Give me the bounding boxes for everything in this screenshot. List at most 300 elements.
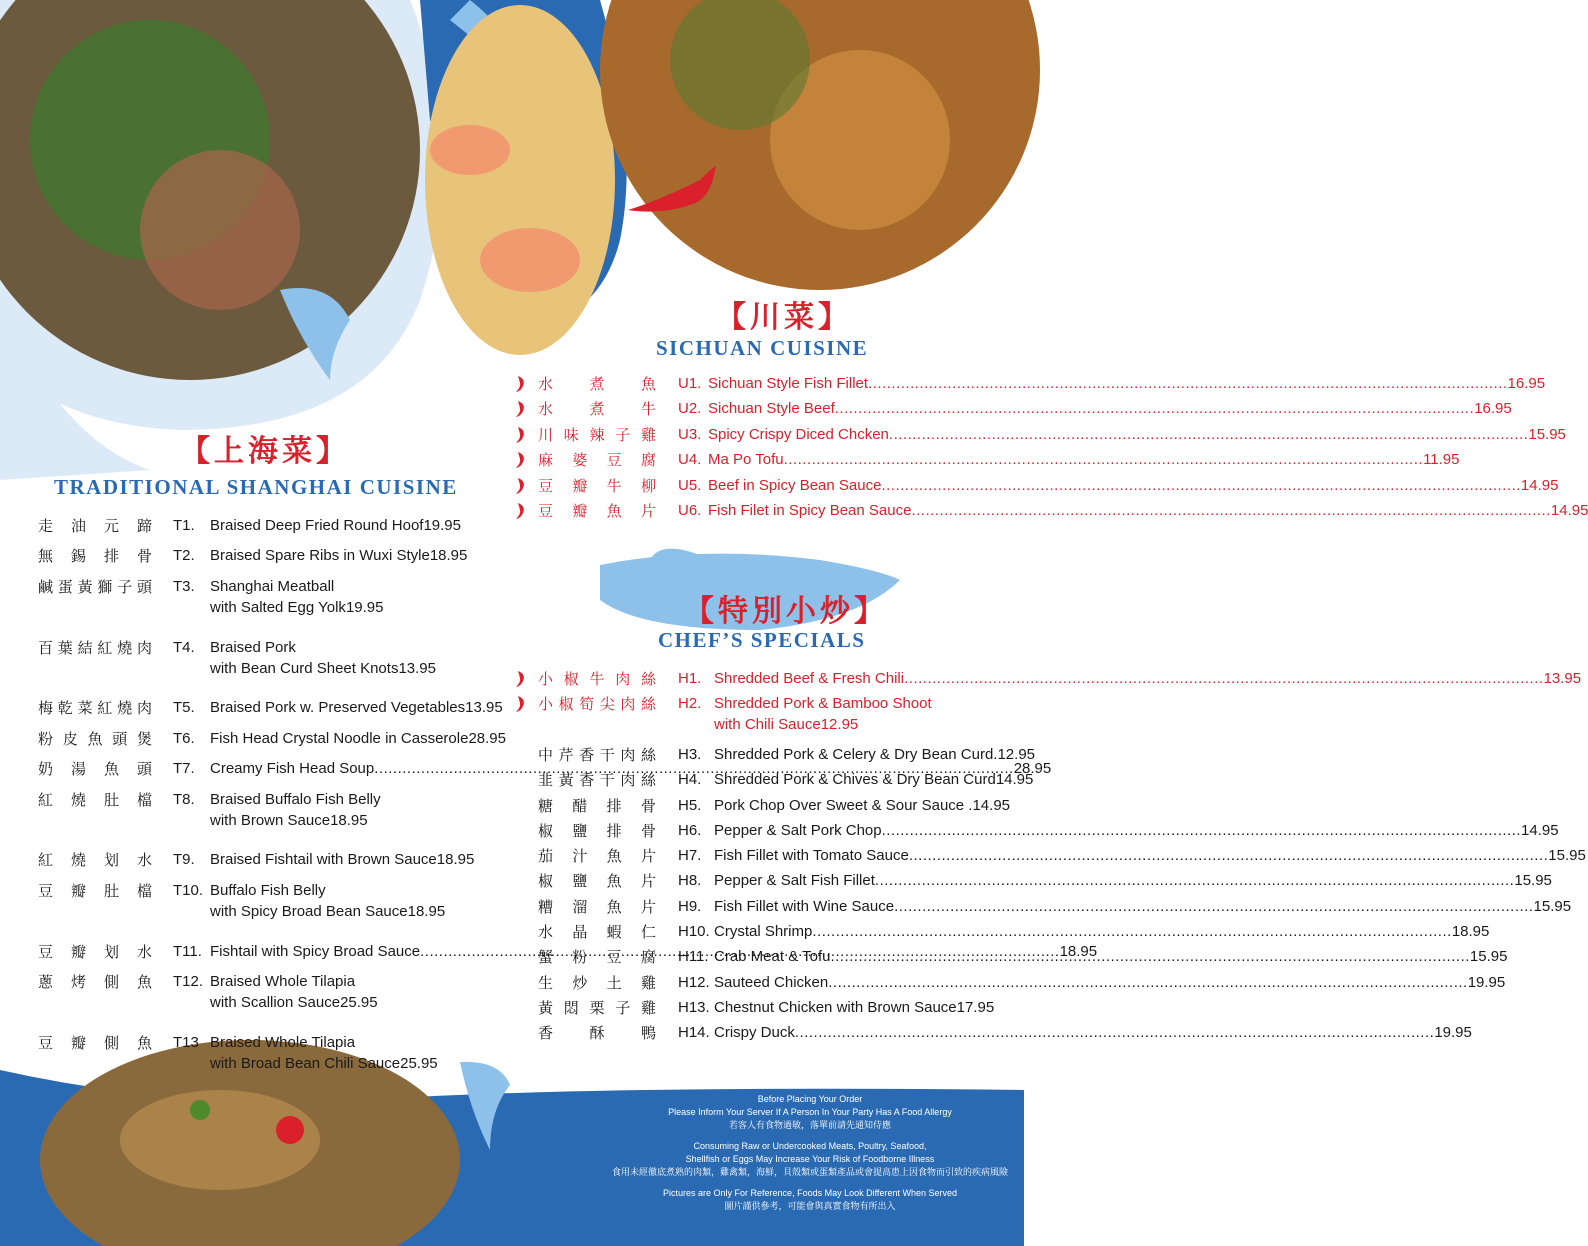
dish-english-name: Braised Whole Tilapia <box>210 973 356 990</box>
chinese-char: 魚 <box>103 760 119 779</box>
dish-price: 13.95 <box>465 699 503 717</box>
dish-code: H7. <box>678 847 702 865</box>
chinese-char: 牛 <box>640 400 656 419</box>
dish-price: 28.95 <box>468 729 506 747</box>
chinese-char: 肉 <box>620 771 636 790</box>
dish-price: 16.95 <box>1474 400 1512 418</box>
chili-pepper-icon <box>514 477 528 495</box>
chinese-char: 豆 <box>538 502 554 520</box>
specials-item <box>538 669 1582 689</box>
dish-code: H10. <box>678 923 710 940</box>
chinese-char: 仁 <box>640 923 656 941</box>
chinese-char: 辣 <box>589 425 605 444</box>
chinese-char: 黃 <box>77 577 93 596</box>
dish-chinese-name <box>538 973 656 993</box>
dish-price: 13.95 <box>398 659 436 677</box>
chinese-char: 粉 <box>572 948 588 967</box>
dish-english-name: Fish Fillet with Tomato Sauce <box>714 847 909 865</box>
footer-notice <box>560 1093 1060 1213</box>
chinese-char: 韭 <box>538 771 554 790</box>
shanghai-item <box>38 1033 460 1074</box>
dish-code: U1. <box>678 375 702 392</box>
dish-chinese-name <box>538 450 656 470</box>
dish-english-name: Shredded Beef & Fresh Chili <box>714 670 905 687</box>
dish-price: 25.95 <box>400 1054 438 1072</box>
dish-english-name: Ma Po Tofu <box>708 451 784 469</box>
dish-chinese-name <box>538 846 656 866</box>
dish-code: T13 <box>173 1033 199 1051</box>
dish-price: 15.95 <box>1469 948 1508 966</box>
dot-leader <box>909 846 1548 866</box>
shrimp-photo <box>425 5 615 355</box>
dot-leader <box>795 1023 1434 1043</box>
dot-leader <box>889 425 1528 445</box>
footer-line: Shellfish or Eggs May Increase Your Risk of Foodborne Illness <box>685 1154 935 1164</box>
chinese-char: 豆 <box>538 476 554 495</box>
dish-chinese-name <box>538 374 656 394</box>
dish-english-name: Sauteed Chicken <box>714 973 829 991</box>
chinese-char: 子 <box>117 577 133 596</box>
dish-code: T6. <box>173 729 195 747</box>
chinese-char: 婆 <box>572 451 588 470</box>
chinese-char: 紅 <box>38 851 54 870</box>
chinese-char: 牛 <box>606 476 622 495</box>
chinese-char: 頭 <box>112 729 128 748</box>
dish-chinese-name <box>38 850 152 870</box>
dish-chinese-name <box>538 770 656 790</box>
chinese-char: 雞 <box>640 973 656 992</box>
chinese-char: 肚 <box>103 790 119 809</box>
dish-chinese-name <box>538 425 656 445</box>
dish-price: 19.95 <box>345 598 384 616</box>
chinese-char: 粉 <box>38 729 54 748</box>
dish-chinese-name <box>38 1033 152 1053</box>
dot-leader <box>894 897 1533 917</box>
chinese-char: 魚 <box>606 502 622 520</box>
dish-price: 18.95 <box>436 851 475 869</box>
chinese-char: 鹽 <box>572 821 588 840</box>
chinese-char: 煲 <box>136 729 152 748</box>
dish-english-name: Braised Buffalo Fish Belly <box>210 790 381 808</box>
chinese-char: 頭 <box>136 577 152 596</box>
chinese-char: 檔 <box>136 790 152 809</box>
chinese-char: 椒 <box>563 670 579 688</box>
chinese-char: 酥 <box>589 1024 605 1043</box>
chinese-char: 蔥 <box>38 973 54 991</box>
dot-leader <box>875 871 1514 891</box>
specials-item <box>538 846 1586 866</box>
chinese-char: 肚 <box>103 881 119 900</box>
dish-price: 18.95 <box>429 547 468 565</box>
specials-item <box>538 922 1490 942</box>
specials-item <box>538 871 1552 891</box>
chinese-char: 筍 <box>579 695 595 714</box>
chinese-char: 絲 <box>640 771 656 790</box>
dish-price: 19.95 <box>1434 1024 1472 1042</box>
dish-english-name: Buffalo Fish Belly <box>210 881 326 899</box>
dish-price: 14.95 <box>995 771 1034 789</box>
dish-english-name: Braised Pork w. Preserved Vegetables <box>210 699 466 717</box>
dot-leader <box>911 501 1550 521</box>
shanghai-item <box>38 759 1052 779</box>
chinese-char: 香 <box>579 745 595 764</box>
dish-chinese-name <box>38 972 152 992</box>
dish-code: H14. <box>678 1024 710 1042</box>
chinese-char: 豆 <box>606 948 622 967</box>
dish-price: 15.95 <box>1514 872 1552 890</box>
dish-english-name: Braised Whole Tilapia <box>210 1033 356 1051</box>
chinese-char: 豆 <box>606 451 622 470</box>
shanghai-item <box>38 881 460 922</box>
dish-code: H6. <box>678 821 702 839</box>
dish-code: U4. <box>678 451 702 469</box>
footer-line: Consuming Raw or Undercooked Meats, Poultry, Seafood, <box>693 1141 927 1151</box>
dish-english-name: Fish Head Crystal Noodle in Casserole <box>210 729 469 747</box>
chinese-char: 悶 <box>563 998 579 1017</box>
chinese-char: 煮 <box>589 375 605 393</box>
chinese-char: 瓣 <box>70 881 86 900</box>
specials-item <box>538 821 1559 841</box>
dish-chinese-name <box>38 546 152 566</box>
footer-line: 圖片謹供參考，可能會與真實食物有所出入 <box>724 1201 896 1211</box>
dish-price: 13.95 <box>1543 670 1582 687</box>
dish-english-subtitle: with Chili Sauce <box>714 716 821 734</box>
dish-code: H11. <box>678 948 709 966</box>
dish-english-subtitle: with Brown Sauce <box>210 811 331 829</box>
chinese-char: 汁 <box>572 847 588 866</box>
dish-price: 17.95 <box>956 998 995 1016</box>
shanghai-cn-title: 【上海菜】 <box>180 434 350 469</box>
dish-english-name: Crispy Duck <box>714 1024 795 1042</box>
dish-code: T5. <box>173 699 195 717</box>
chinese-char: 片 <box>640 872 656 891</box>
chinese-char: 雞 <box>640 425 656 444</box>
dish-english-name: Pepper & Salt Pork Chop <box>714 821 882 839</box>
dish-price: 19.95 <box>423 517 461 534</box>
chinese-char: 尖 <box>599 695 615 714</box>
chili-pepper-icon <box>514 451 528 469</box>
dish-english-name: Braised Fishtail with Brown Sauce <box>210 851 437 869</box>
dish-chinese-name <box>38 759 152 779</box>
dish-chinese-name <box>538 998 656 1018</box>
chinese-char: 糟 <box>538 897 554 916</box>
dish-code: T9. <box>173 851 195 869</box>
footer-line: 若客人有食物過敏，落單前請先通知侍應 <box>728 1120 891 1130</box>
chinese-char: 鴨 <box>640 1024 656 1043</box>
sichuan-item <box>538 450 1460 470</box>
dish-english-name: Spicy Crispy Diced Chcken <box>708 425 889 443</box>
dish-english-subtitle: with Salted Egg Yolk <box>210 598 346 616</box>
dish-english-name: Shredded Pork & Chives & Dry Bean Curd <box>714 771 996 789</box>
dish-english-name: Chestnut Chicken with Brown Sauce <box>714 998 957 1016</box>
dot-leader <box>881 476 1520 496</box>
chinese-char: 片 <box>640 502 656 520</box>
chinese-char: 排 <box>606 796 622 815</box>
dish-code: H13. <box>678 998 710 1016</box>
dish-chinese-name <box>538 745 656 765</box>
dish-chinese-name <box>38 577 152 597</box>
dish-code: U3. <box>678 425 702 443</box>
shanghai-item <box>38 516 460 536</box>
chinese-char: 川 <box>538 425 554 444</box>
dish-code: H2. <box>678 695 702 713</box>
sichuan-item <box>538 374 1546 394</box>
chinese-char: 走 <box>38 517 54 535</box>
chinese-char: 肉 <box>136 638 152 657</box>
chinese-char: 茄 <box>538 847 554 866</box>
dish-price: 25.95 <box>340 994 378 1011</box>
chinese-char: 魚 <box>606 872 622 891</box>
sichuan-item <box>538 501 1588 521</box>
dish-price: 11.95 <box>1423 451 1460 469</box>
dish-chinese-name <box>538 947 656 967</box>
dish-chinese-name <box>38 638 152 658</box>
chinese-char: 瓣 <box>572 502 588 520</box>
dish-chinese-name <box>38 729 152 749</box>
dish-price: 18.95 <box>330 811 368 829</box>
dish-chinese-name <box>538 501 656 521</box>
dish-english-subtitle: with Spicy Broad Bean Sauce <box>210 902 408 920</box>
specials-item <box>538 694 988 735</box>
dish-price: 28.95 <box>1013 760 1052 778</box>
dish-code: H12. <box>678 973 710 991</box>
dish-chinese-name <box>538 796 656 816</box>
chinese-char: 絲 <box>640 745 656 764</box>
chinese-char: 紅 <box>97 699 113 718</box>
specials-en-title: CHEF’S SPECIALS <box>658 628 866 652</box>
footer-line: 食用未經徹底煮熟的肉類，雞禽類，海鮮，貝殼類或蛋類產品或會提高患上因食物而引致的疾病風險 <box>611 1167 1008 1177</box>
chili-pepper-icon <box>514 400 528 418</box>
chinese-char: 糖 <box>538 796 554 815</box>
dot-leader <box>812 922 1451 942</box>
chinese-char: 絲 <box>640 670 656 688</box>
chinese-char: 溜 <box>572 897 588 916</box>
chinese-char: 水 <box>136 851 152 870</box>
dish-code: T8. <box>173 790 195 808</box>
dish-chinese-name <box>538 897 656 917</box>
chinese-char: 錫 <box>70 547 86 566</box>
dish-code: T12. <box>173 973 204 990</box>
chinese-char: 湯 <box>70 760 86 779</box>
shanghai-item <box>38 577 460 618</box>
chinese-char: 水 <box>538 375 554 393</box>
sichuan-en-title: SICHUAN CUISINE <box>656 336 869 360</box>
chinese-char: 小 <box>538 670 554 688</box>
chinese-char: 划 <box>103 942 119 961</box>
dish-price: 18.95 <box>407 902 446 920</box>
chinese-char: 魚 <box>640 375 656 393</box>
chinese-char: 黃 <box>538 998 554 1017</box>
chinese-char: 肉 <box>615 670 631 688</box>
specials-item <box>538 745 1036 765</box>
shanghai-item <box>38 698 503 718</box>
shanghai-item <box>38 729 506 749</box>
chinese-char: 百 <box>38 638 54 657</box>
dish-code: H1. <box>678 670 702 687</box>
chinese-char: 烤 <box>70 973 86 991</box>
dish-english-name: Braised Deep Fried Round Hoof <box>210 517 424 534</box>
chinese-char: 瓣 <box>572 476 588 495</box>
chinese-char: 側 <box>103 973 119 991</box>
chinese-char: 椒 <box>538 821 554 840</box>
dish-english-name: Sichuan Style Beef <box>708 400 835 418</box>
dish-chinese-name <box>538 476 656 496</box>
chinese-char: 紅 <box>97 638 113 657</box>
chinese-char: 柳 <box>640 476 656 495</box>
dish-price: 14.95 <box>972 796 1011 814</box>
chinese-char: 干 <box>599 745 615 764</box>
chinese-char: 黃 <box>558 771 574 790</box>
dish-english-name: Pork Chop Over Sweet & Sour Sauce . <box>714 796 973 814</box>
chinese-char: 奶 <box>38 760 54 779</box>
dish-code: U6. <box>678 502 702 519</box>
dish-english-name: Shredded Pork & Bamboo Shoot <box>714 695 932 713</box>
chinese-char: 椒 <box>558 695 574 714</box>
dish-price: 18.95 <box>1451 923 1490 940</box>
chinese-char: 水 <box>538 400 554 419</box>
chinese-char: 鹽 <box>572 872 588 891</box>
chinese-char: 魚 <box>136 973 152 991</box>
dish-code: T3. <box>173 577 195 595</box>
footer-line: Please Inform Your Server If A Person In Your Party Has A Food Allergy <box>668 1107 952 1117</box>
dish-english-name: Fish Filet in Spicy Bean Sauce <box>708 502 912 519</box>
chinese-char: 檔 <box>136 881 152 900</box>
chinese-char: 結 <box>77 638 93 657</box>
footer-line: Pictures are Only For Reference, Foods May Look Different When Served <box>663 1188 957 1198</box>
dish-price: 12.95 <box>820 716 859 734</box>
dot-leader <box>904 669 1543 689</box>
dish-english-name: Braised Pork <box>210 638 296 656</box>
sichuan-cn-title: 【川菜】 <box>716 300 852 335</box>
chinese-char: 划 <box>103 851 119 870</box>
chinese-char: 骨 <box>640 821 656 840</box>
chinese-char: 元 <box>103 517 119 535</box>
dot-leader <box>784 450 1423 470</box>
dish-code: T11. <box>173 942 202 960</box>
dish-chinese-name <box>538 694 656 714</box>
specials-item <box>538 973 1506 993</box>
chinese-char: 獅 <box>97 577 113 596</box>
specials-cn-title: 【特別小炒】 <box>684 594 888 629</box>
chinese-char: 燒 <box>117 699 133 718</box>
dish-chinese-name <box>38 790 152 810</box>
chinese-char: 瓣 <box>70 942 86 961</box>
chinese-char: 小 <box>538 695 554 714</box>
dish-chinese-name <box>538 821 656 841</box>
dish-english-subtitle: with Scallion Sauce <box>210 994 341 1011</box>
chinese-char: 豆 <box>38 1033 54 1052</box>
dish-code: H8. <box>678 872 702 890</box>
chinese-char: 燒 <box>70 851 86 870</box>
chinese-char: 片 <box>640 897 656 916</box>
dish-chinese-name <box>38 881 152 901</box>
specials-item <box>538 998 995 1018</box>
dish-price: 12.95 <box>997 745 1036 763</box>
chinese-char: 片 <box>640 847 656 866</box>
chinese-char: 葉 <box>57 638 73 657</box>
shanghai-item <box>38 638 460 679</box>
chinese-char: 蝦 <box>606 923 622 941</box>
chinese-char: 瓣 <box>70 1033 86 1052</box>
dish-code: T1. <box>173 517 195 534</box>
dish-chinese-name <box>38 698 152 718</box>
dish-code: T2. <box>173 547 195 565</box>
shanghai-item <box>38 850 475 870</box>
dish-code: T7. <box>173 760 195 778</box>
chinese-char: 味 <box>563 425 579 444</box>
chinese-char: 肉 <box>620 745 636 764</box>
dish-english-name: Beef in Spicy Bean Sauce <box>708 476 882 494</box>
chinese-char: 生 <box>538 973 554 992</box>
chinese-char: 魚 <box>606 847 622 866</box>
dish-english-name: Shanghai Meatball <box>210 577 335 595</box>
chinese-char: 蟹 <box>538 948 554 967</box>
dish-price: 15.95 <box>1528 425 1566 443</box>
chinese-char: 頭 <box>136 760 152 779</box>
footer-line: Before Placing Your Order <box>757 1094 863 1104</box>
shanghai-item <box>38 972 460 1013</box>
shanghai-item <box>38 546 468 566</box>
chili-pepper-icon <box>514 695 528 713</box>
chinese-char: 腐 <box>640 451 656 470</box>
chinese-char: 骨 <box>136 547 152 566</box>
chili-pepper-icon <box>514 426 528 444</box>
dish-chinese-name <box>538 1023 656 1043</box>
dish-price: 19.95 <box>1467 973 1506 991</box>
chinese-char: 肉 <box>620 695 636 714</box>
dish-price: 16.95 <box>1507 375 1546 392</box>
dish-code: T10. <box>173 881 204 899</box>
dot-leader <box>830 947 1469 967</box>
chinese-char: 排 <box>606 821 622 840</box>
dish-code: H4. <box>678 771 702 789</box>
chinese-char: 側 <box>103 1033 119 1052</box>
dish-price: 18.95 <box>1059 942 1098 960</box>
dot-leader <box>868 374 1507 394</box>
dish-price: 14.95 <box>1521 821 1559 839</box>
dish-code: H5. <box>678 796 702 814</box>
dot-leader <box>882 821 1521 841</box>
chinese-char: 油 <box>70 517 86 535</box>
shanghai-item <box>38 790 460 831</box>
chili-pepper-icon <box>514 670 528 688</box>
dish-chinese-name <box>538 669 656 689</box>
dish-price: 15.95 <box>1548 847 1586 865</box>
chinese-char: 蛋 <box>57 577 73 596</box>
chinese-char: 豆 <box>38 881 54 900</box>
chinese-char: 絲 <box>640 695 656 714</box>
specials-item <box>538 1023 1472 1043</box>
specials-item <box>538 796 1011 816</box>
dish-english-subtitle: with Broad Bean Chili Sauce <box>210 1054 401 1072</box>
dish-english-name: Crab Meat & Tofu <box>714 948 831 966</box>
chili-pepper-icon <box>514 375 528 393</box>
dish-english-name: Fishtail with Spicy Broad Sauce <box>210 942 421 960</box>
chinese-char: 燒 <box>117 638 133 657</box>
dish-chinese-name <box>538 871 656 891</box>
chinese-char: 子 <box>615 998 631 1017</box>
dish-code: T4. <box>173 638 195 656</box>
chinese-char: 骨 <box>640 796 656 815</box>
chinese-char: 栗 <box>589 998 605 1017</box>
chinese-char: 煮 <box>589 400 605 419</box>
chili-pepper-icon <box>514 502 528 520</box>
dot-leader <box>835 399 1474 419</box>
dish-chinese-name <box>538 922 656 942</box>
dish-english-name: Fish Fillet with Wine Sauce <box>714 897 895 915</box>
dish-english-name: Braised Spare Ribs in Wuxi Style <box>210 547 430 565</box>
chinese-char: 椒 <box>538 872 554 891</box>
